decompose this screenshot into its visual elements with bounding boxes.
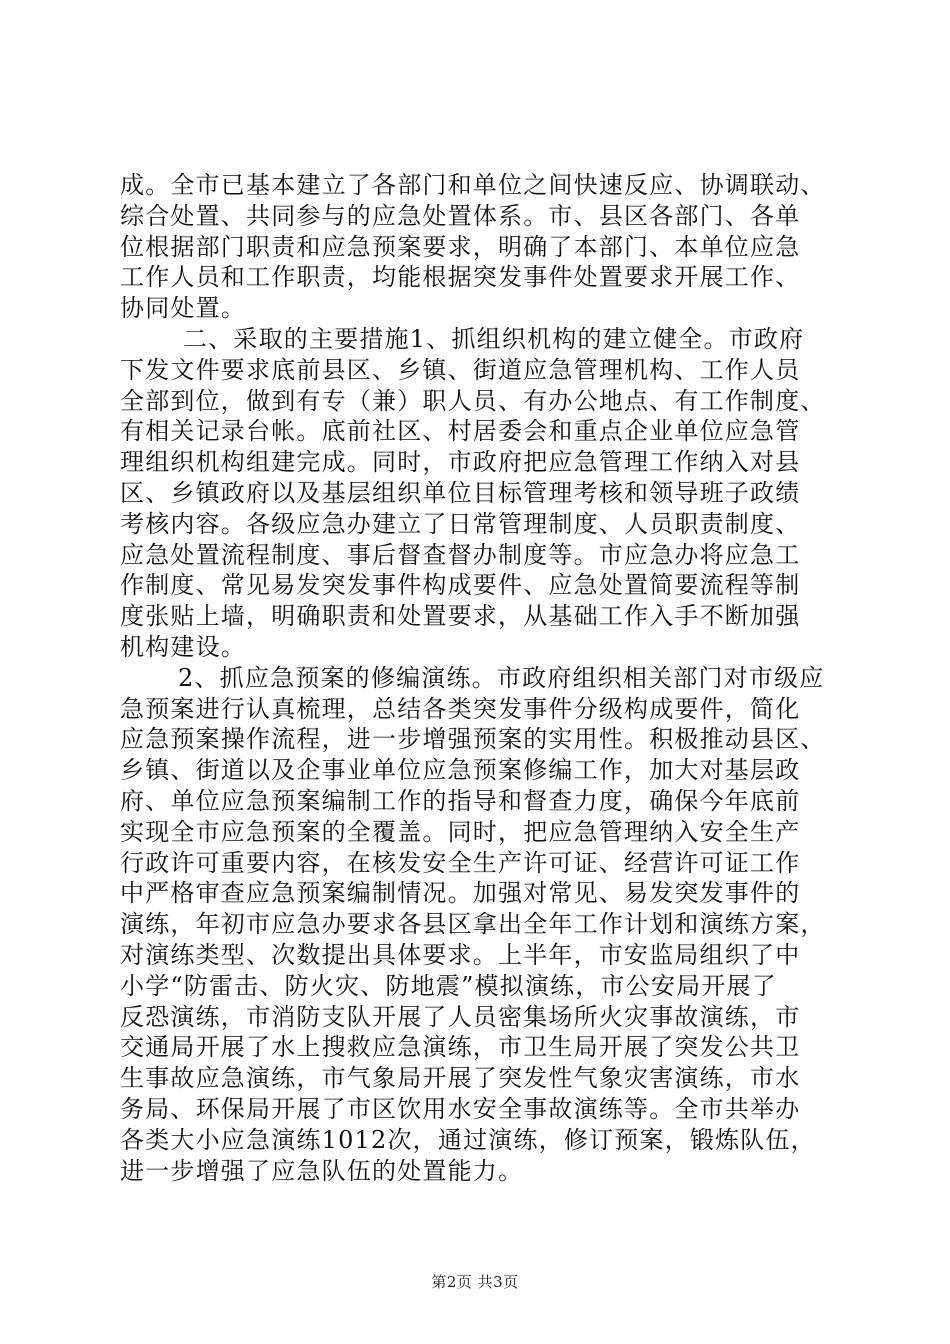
text-line: 位根据部门职责和应急预案要求，明确了本部门、本单位应急 — [120, 232, 801, 261]
text-line: 作制度、常见易发突发事件构成要件、应急处置简要流程等制 — [120, 571, 801, 600]
text-line: 协同处置。 — [120, 294, 246, 323]
text-line: 演练，年初市应急办要求各县区拿出全年工作计划和演练方案， — [120, 910, 826, 939]
text-line: 有相关记录台帐。底前社区、村居委会和重点企业单位应急管 — [120, 417, 801, 446]
text-line: 综合处置、共同参与的应急处置体系。市、县区各部门、各单 — [120, 201, 801, 230]
text-line: 务局、环保局开展了市区饮用水安全事故演练等。全市共举办 — [120, 1095, 801, 1123]
text-line: 府、单位应急预案编制工作的指导和督查力度，确保今年底前 — [120, 787, 801, 815]
text-line: 考核内容。各级应急办建立了日常管理制度、人员职责制度、 — [120, 509, 801, 538]
text-line: 下发文件要求底前县区、乡镇、街道应急管理机构、工作人员 — [120, 355, 801, 384]
text-line: 急预案进行认真梳理，总结各类突发事件分级构成要件，简化 — [120, 694, 801, 723]
page-number-footer: 第2页 共3页 — [431, 1273, 519, 1291]
text-line: 小学“防雷击、防火灾、防地震”模拟演练，市公安局开展了 — [120, 971, 777, 1000]
text-line: 区、乡镇政府以及基层组织单位目标管理考核和领导班子政绩 — [120, 479, 801, 507]
text-line: 理组织机构组建完成。同时，市政府把应急管理工作纳入对县 — [120, 448, 801, 477]
text-line: 机构建设。 — [120, 633, 246, 661]
text-line: 乡镇、街道以及企事业单位应急预案修编工作，加大对基层政 — [120, 756, 801, 785]
text-line: 工作人员和工作职责，均能根据突发事件处置要求开展工作、 — [120, 263, 801, 292]
text-line: 生事故应急演练，市气象局开展了突发性气象灾害演练，市水 — [120, 1064, 801, 1093]
text-line: 实现全市应急预案的全覆盖。同时，把应急管理纳入安全生产 — [120, 817, 801, 846]
subsection-line: 2、抓应急预案的修编演练。市政府组织相关部门对市级应 — [178, 663, 825, 692]
text-line: 对演练类型、次数提出具体要求。上半年，市安监局组织了中 — [120, 941, 801, 969]
text-line: 交通局开展了水上搜救应急演练，市卫生局开展了突发公共卫 — [120, 1033, 801, 1062]
text-line: 行政许可重要内容，在核发安全生产许可证、经营许可证工作 — [120, 848, 801, 877]
text-line: 全部到位，做到有专（兼）职人员、有办公地点、有工作制度、 — [120, 386, 826, 415]
text-line: 成。全市已基本建立了各部门和单位之间快速反应、协调联动、 — [120, 171, 826, 199]
section-heading-line: 二、采取的主要措施1、抓组织机构的建立健全。市政府 — [183, 325, 805, 353]
text-line: 进一步增强了应急队伍的处置能力。 — [120, 1156, 524, 1185]
text-line: 应急预案操作流程，进一步增强预案的实用性。积极推动县区、 — [120, 725, 826, 754]
text-line: 度张贴上墙，明确职责和处置要求，从基础工作入手不断加强 — [120, 602, 801, 631]
text-line: 应急处置流程制度、事后督查督办制度等。市应急办将应急工 — [120, 540, 801, 569]
text-line: 各类大小应急演练1012次，通过演练，修订预案，锻炼队伍， — [120, 1125, 816, 1154]
text-line: 中严格审查应急预案编制情况。加强对常见、易发突发事件的 — [120, 879, 801, 908]
text-line: 反恐演练，市消防支队开展了人员密集场所火灾事故演练，市 — [120, 1002, 801, 1031]
